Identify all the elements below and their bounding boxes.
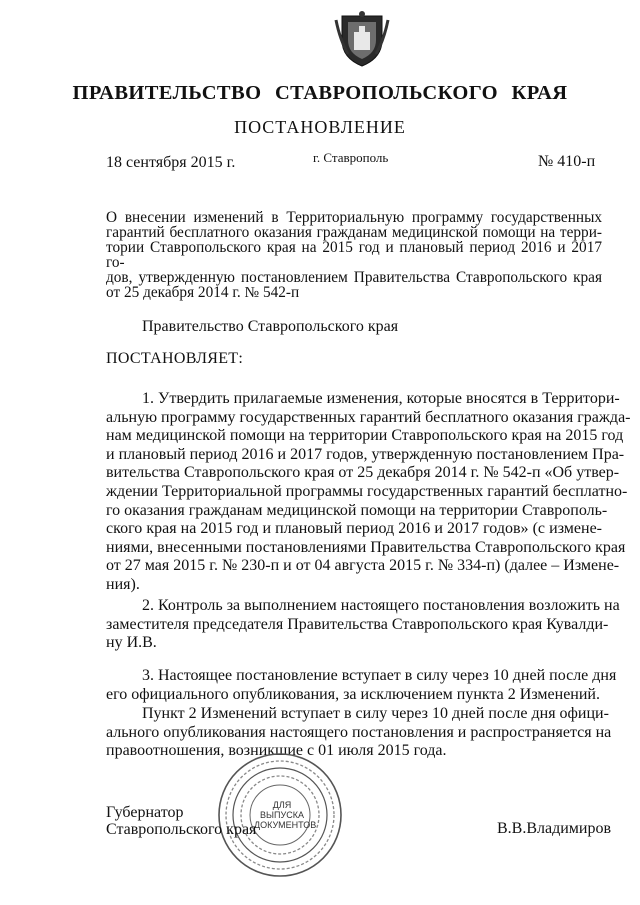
document-type: ПОСТАНОВЛЕНИЕ [234, 117, 406, 137]
paragraph-line: правоотношения, возникшие с 01 июля 2015 года. [106, 742, 447, 760]
paragraph-line: ниями, внесенными постановлениями Правительства Ставропольского края [106, 538, 626, 556]
paragraph-line: вительства Ставропольского края от 25 декабря 2014 г. № 542-п «Об утвер- [106, 464, 620, 482]
paragraph-line: ну И.В. [106, 634, 157, 652]
paragraph-line: нам медицинской помощи на территории Ставропольского края на 2015 год [106, 427, 624, 445]
subject-line: от 25 декабря 2014 г. № 542-п [106, 284, 300, 301]
document-date: 18 сентября 2015 г. [106, 154, 236, 171]
stamp-line: ДЛЯ [272, 800, 292, 810]
paragraph-line: заместителя председателя Правительства Ставропольского края Кувалди- [106, 615, 609, 633]
paragraph-line: его официального опубликования, за исключением пункта 2 Изменений. [106, 685, 600, 703]
paragraph-line: 2. Контроль за выполнением настоящего постановления возложить на [142, 597, 620, 614]
paragraph-line: Пункт 2 Изменений вступает в силу через 10 дней после дня офици- [142, 705, 609, 722]
paragraph-line: ского края на 2015 год и плановый период 2016 и 2017 годов» (с измене- [106, 520, 602, 538]
paragraph-line: 3. Настоящее постановление вступает в силу через 10 дней после дня [142, 667, 617, 684]
issuing-authority: Правительство Ставропольского края [142, 318, 399, 335]
paragraph-2 [106, 597, 620, 653]
decree-heading: ПОСТАНОВЛЯЕТ: [106, 350, 244, 367]
position-line: Ставропольского края [106, 821, 257, 838]
subject-line: О внесении изменений в Территориальную программу государственных [106, 209, 602, 226]
document-number: № 410-п [538, 153, 596, 170]
coat-of-arms-icon [334, 10, 390, 68]
subject-line: гарантий бесплатного оказания гражданам медицинской помощи на терри- [106, 224, 602, 241]
paragraph-line: от 27 мая 2015 г. № 230-п и от 04 августа 2015 г. № 334-п) (далее – Измене- [106, 557, 620, 575]
paragraph-1 [106, 390, 631, 595]
paragraph-4 [106, 705, 612, 761]
stamp-text [254, 800, 317, 830]
paragraph-3 [106, 667, 617, 704]
document-subject [106, 210, 602, 300]
subject-line: дов, утвержденную постановлением Правительства Ставропольского края [106, 269, 602, 286]
document-city: г. Ставрополь [313, 150, 389, 165]
stamp-line: ДОКУМЕНТОВ [254, 820, 317, 830]
paragraph-line: ждении Территориальной программы государственных гарантий бесплатно- [106, 482, 628, 500]
signatory-position [106, 804, 256, 838]
signatory-name: В.В.Владимиров [497, 820, 612, 837]
position-line: Губернатор [106, 804, 184, 821]
subject-line: тории Ставропольского края на 2015 год и плановый период 2016 и 2017 го- [106, 239, 602, 271]
stamp-line: ВЫПУСКА [260, 810, 304, 820]
paragraph-line: го оказания гражданам медицинской помощи на территории Ставрополь- [106, 501, 608, 519]
government-title: ПРАВИТЕЛЬСТВО СТАВРОПОЛЬСКОГО КРАЯ [72, 82, 568, 104]
paragraph-line: альную программу государственных гарантий бесплатного оказания гражда- [106, 408, 631, 426]
paragraph-line: и плановый период 2016 и 2017 годов, утвержденную постановлением Пра- [106, 445, 625, 463]
paragraph-line: ального опубликования настоящего постановления и распространяется на [106, 723, 612, 741]
paragraph-line: ния). [106, 575, 140, 593]
paragraph-line: 1. Утвердить прилагаемые изменения, которые вносятся в Территори- [142, 390, 620, 407]
